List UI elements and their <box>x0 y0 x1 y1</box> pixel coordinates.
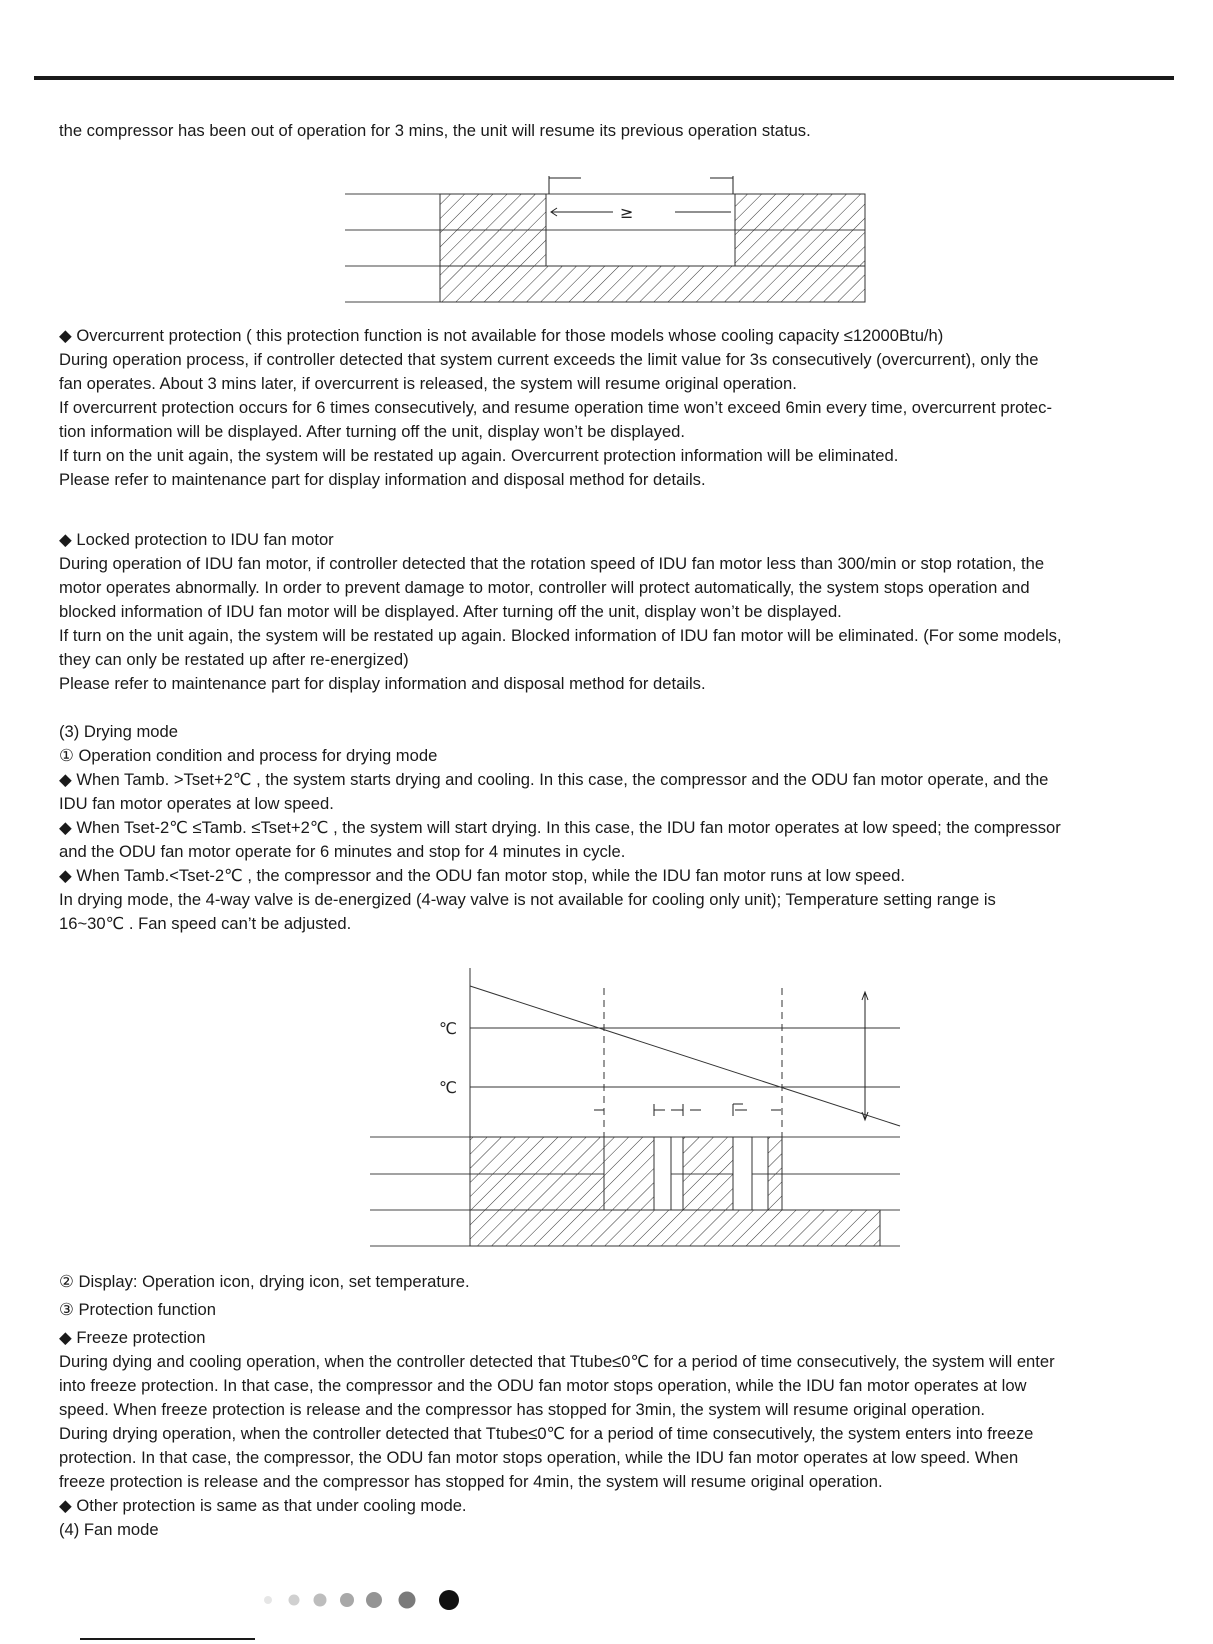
page-dot <box>289 1595 300 1606</box>
drying-line: ① Operation condition and process for drying mode <box>59 746 438 765</box>
lower-temp-unit: ℃ <box>439 1078 457 1097</box>
protection-line: (4) Fan mode <box>59 1520 159 1539</box>
protection-line: ◆ Freeze protection <box>59 1328 206 1347</box>
page-indicator-dots <box>262 1588 462 1618</box>
timing-interval-markers <box>549 176 733 216</box>
overcurrent-line: During operation process, if controller detected that system current exceeds the limit value for 3s consecutively (overcurrent), only the <box>59 350 1039 369</box>
overcurrent-section <box>59 324 1179 492</box>
drying-line: ◆ When Tamb. >Tset+2℃ , the system starts drying and cooling. In this case, the compressor and the ODU fan motor operate, and the <box>59 770 1049 789</box>
page-dot <box>366 1592 382 1608</box>
range-arrow <box>862 992 868 1120</box>
locked-protection-section <box>59 528 1179 696</box>
protection-line: During dying and cooling operation, when the controller detected that Ttube≤0℃ for a period of time consecutively, the system will enter <box>59 1352 1055 1371</box>
locked-line: blocked information of IDU fan motor will be displayed. After turning off the unit, display won’t be displayed. <box>59 602 842 621</box>
protection-line: ③ Protection function <box>59 1300 216 1319</box>
intro-paragraph <box>59 119 1179 143</box>
page-dot-current <box>439 1590 459 1610</box>
display-protection-section <box>59 1270 1179 1542</box>
overcurrent-line: fan operates. About 3 mins later, if overcurrent is released, the system will resume original operation. <box>59 374 797 393</box>
drying-line: In drying mode, the 4-way valve is de-energized (4-way valve is not available for cooling only unit); Temperature setting range is <box>59 890 996 909</box>
drying-mode-section <box>59 720 1179 936</box>
operation-hatched-blocks <box>470 1137 880 1246</box>
upper-temp-unit: ℃ <box>439 1019 457 1038</box>
locked-line: ◆ Locked protection to IDU fan motor <box>59 530 334 549</box>
protection-line: ◆ Other protection is same as that under cooling mode. <box>59 1496 467 1515</box>
intro-line: the compressor has been out of operation for 3 mins, the unit will resume its previous operation status. <box>59 121 811 140</box>
overcurrent-line: If turn on the unit again, the system will be restated up again. Overcurrent protection information will be eliminated. <box>59 446 899 465</box>
protection-line: freeze protection is release and the compressor has stopped for 4min, the system will resume original operation. <box>59 1472 883 1491</box>
drying-line: IDU fan motor operates at low speed. <box>59 794 334 813</box>
footer-rule <box>80 1638 255 1640</box>
cycle-interval-markers <box>594 1104 781 1116</box>
header-rule <box>34 76 1174 80</box>
compressor-timing-diagram <box>345 172 870 308</box>
drying-line: (3) Drying mode <box>59 722 178 741</box>
drying-line: 16~30℃ . Fan speed can’t be adjusted. <box>59 914 352 933</box>
protection-line: speed. When freeze protection is release and the compressor has stopped for 3min, the system will resume original operation. <box>59 1400 986 1419</box>
timing-min-symbol: ≥ <box>620 203 634 222</box>
drying-timing-diagram <box>365 962 905 1252</box>
overcurrent-line: Please refer to maintenance part for display information and disposal method for details. <box>59 470 706 489</box>
drying-line: and the ODU fan motor operate for 6 minutes and stop for 4 minutes in cycle. <box>59 842 626 861</box>
drying-line: ◆ When Tset-2℃ ≤Tamb. ≤Tset+2℃ , the system will start drying. In this case, the IDU fan motor operates at low speed; the compressor <box>59 818 1061 837</box>
locked-line: If turn on the unit again, the system will be restated up again. Blocked information of IDU fan motor will be eliminated. (For some models, <box>59 626 1062 645</box>
page-dot <box>340 1593 354 1607</box>
protection-line: into freeze protection. In that case, the compressor and the ODU fan motor stops operation, while the IDU fan motor operates at low <box>59 1376 1027 1395</box>
protection-line: During drying operation, when the controller detected that Ttube≤0℃ for a period of time consecutively, the system enters into freeze <box>59 1424 1034 1443</box>
protection-line: ② Display: Operation icon, drying icon, set temperature. <box>59 1272 470 1291</box>
protection-line: protection. In that case, the compressor, the ODU fan motor stops operation, while the IDU fan motor operates at low speed. When <box>59 1448 1019 1467</box>
drying-line: ◆ When Tamb.<Tset-2℃ , the compressor and the ODU fan motor stop, while the IDU fan motor runs at low speed. <box>59 866 905 885</box>
page-dot <box>399 1592 416 1609</box>
timing-hatched-blocks <box>440 194 865 302</box>
overcurrent-line: ◆ Overcurrent protection ( this protection function is not available for those models whose cooling capacity ≤12000Btu/h) <box>59 326 944 345</box>
page-dot <box>314 1594 327 1607</box>
overcurrent-line: If overcurrent protection occurs for 6 times consecutively, and resume operation time won’t exceed 6min every time, overcurrent protec- <box>59 398 1052 417</box>
locked-line: During operation of IDU fan motor, if controller detected that the rotation speed of IDU fan motor less than 300/min or stop rotation, the <box>59 554 1045 573</box>
locked-line: motor operates abnormally. In order to prevent damage to motor, controller will protect automatically, the system stops operation and <box>59 578 1030 597</box>
locked-line: they can only be restated up after re-energized) <box>59 650 409 669</box>
page-dot <box>264 1596 272 1604</box>
locked-line: Please refer to maintenance part for display information and disposal method for details. <box>59 674 706 693</box>
cycle-on-blocks <box>604 1137 671 1210</box>
overcurrent-line: tion information will be displayed. After turning off the unit, display won’t be displayed. <box>59 422 686 441</box>
